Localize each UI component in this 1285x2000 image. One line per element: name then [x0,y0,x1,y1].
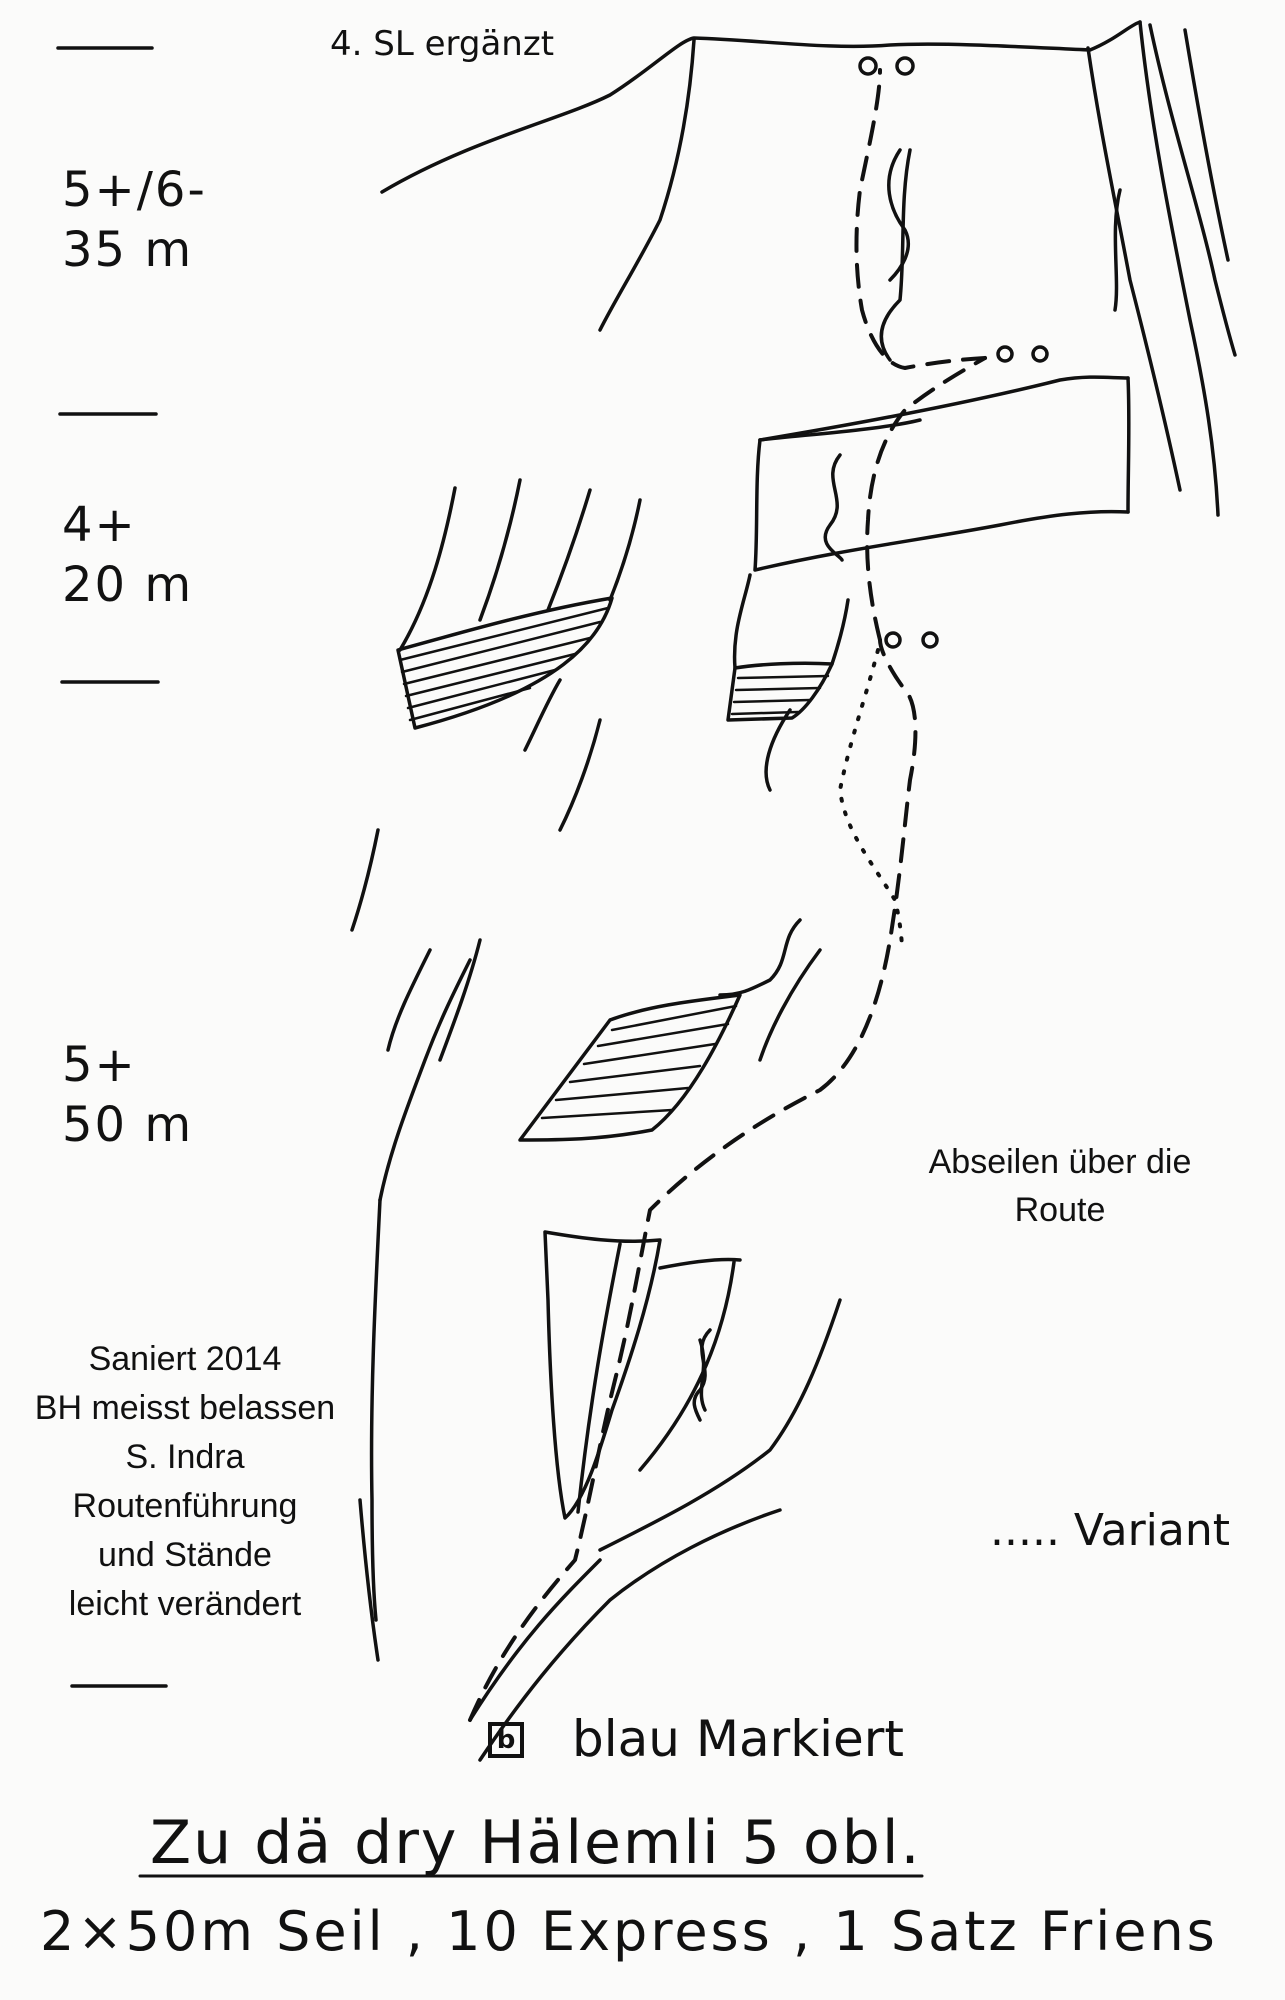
pitch-grade-label: 5+ [62,1037,137,1093]
renovation-line: BH meisst belassen [34,1389,336,1427]
abseil-line-2: Route [1014,1191,1106,1229]
pitch-grade-label: 5+/6- [62,162,207,218]
renovation-line: S. Indra [125,1438,245,1476]
abseil-note [880,1138,1240,1234]
renovation-line: Saniert 2014 [88,1340,282,1378]
pitch-3-grade [62,495,193,615]
rock-outlines [352,22,1235,1760]
gear-list: 2×50m Seil , 10 Express , 1 Satz Friens [40,1900,1218,1963]
pitch-length-label: 20 m [62,557,194,613]
pitch-grade-label: 4+ [62,497,137,553]
top-note: 4. SL ergänzt [330,24,555,64]
belay-stations [860,58,1047,647]
pitch-length-label: 35 m [62,222,194,278]
route-line [470,70,985,1720]
renovation-note [10,1335,360,1629]
renovation-line: und Stände [98,1536,272,1574]
pitch-1-2-grade [62,1035,193,1155]
pitch-length-label: 50 m [62,1097,194,1153]
abseil-line-1: Abseilen über die [928,1143,1192,1181]
pitch-4-grade [62,160,207,280]
renovation-line: Routenführung [72,1487,298,1525]
hatched-roofs [400,608,828,1118]
route-title: Zu dä dry Hälemli 5 obl. [150,1808,922,1878]
variant-legend: ..... Variant [990,1505,1230,1556]
marking-note: blau Markiert [572,1710,904,1768]
blue-marking-symbol: b [488,1722,524,1758]
renovation-line: leicht verändert [68,1585,302,1623]
crack-symbols [694,150,908,1420]
variant-line [840,650,902,950]
